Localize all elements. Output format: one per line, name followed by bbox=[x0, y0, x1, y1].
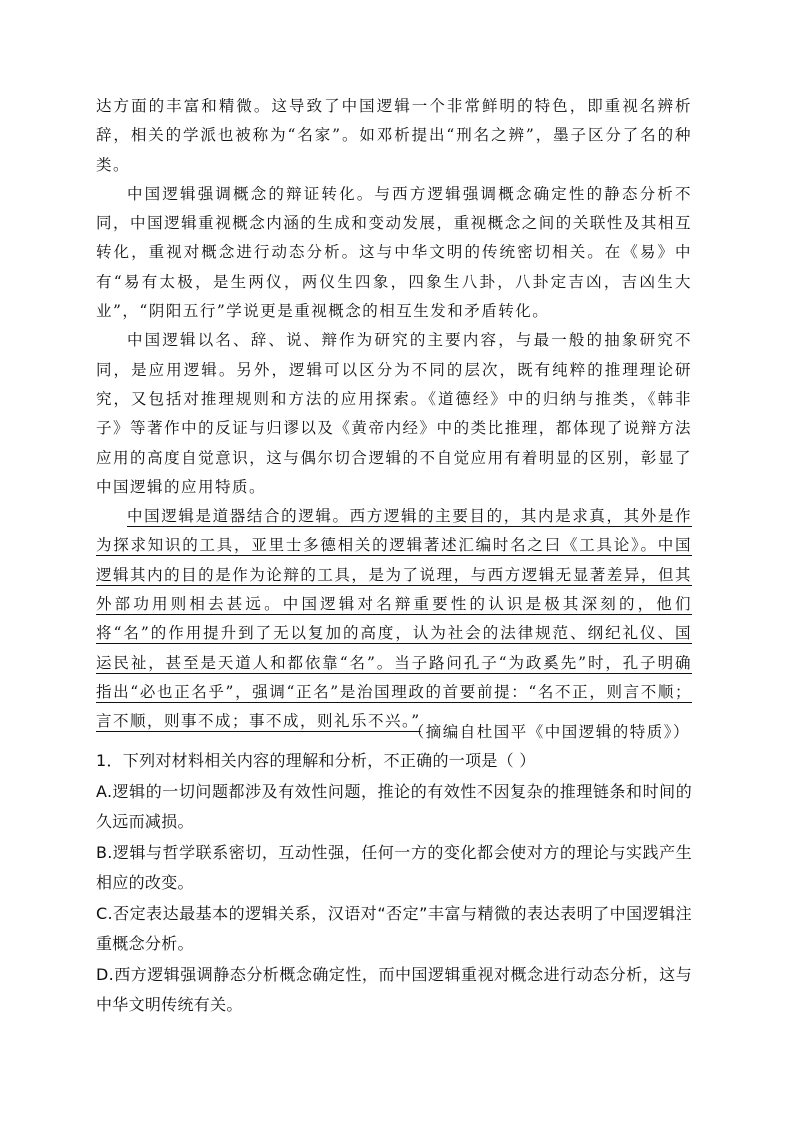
paragraph-text: 达方面的丰富和精微。这导致了中国逻辑一个非常鲜明的特色，即重视名辨析辞，相关的学派也被称为“名家”。如邓析提出“刑名之辨”，墨子区分了名的种类。 bbox=[96, 97, 692, 174]
option-b: B.逻辑与哲学联系密切，互动性强，任何一方的变化都会使对方的理论与实践产生相应的改变。 bbox=[96, 842, 692, 892]
passage-paragraph-2 bbox=[96, 180, 692, 326]
paragraph-text: 中国逻辑强调概念的辩证转化。与西方逻辑强调概念确定性的静态分析不同，中国逻辑重视概念内涵的生成和变动发展，重视概念之间的关联性及其相互转化，重视对概念进行动态分析。这与中华文明的传统密切相关。在《易》中有“易有太极，是生两仪，两仪生四象，四象生八卦，八卦定吉凶，吉凶生大业”，“阴阳五行”学说更是重视概念的相互生发和矛盾转化。 bbox=[96, 184, 692, 321]
question-stem: 1．下列对材料相关内容的理解和分析，不正确的一项是（ ） bbox=[96, 751, 536, 770]
source-citation: （摘编自杜国平《中国逻辑的特质》） bbox=[408, 723, 690, 741]
passage-paragraph-1 bbox=[96, 92, 692, 180]
paragraph-text: 中国逻辑以名、辞、说、辩作为研究的主要内容，与最一般的抽象研究不同，是应用逻辑。另外，逻辑可以区分为不同的层次，既有纯粹的推理理论研究，又包括对推理规则和方法的应用探索。《道德经》中的归纳与推类，《韩非子》等著作中的反证与归谬以及《黄帝内经》中的类比推理，都体现了说辩方法应用的高度自觉意识，这与偶尔切合逻辑的不自觉应用有着明显的区别，彰显了中国逻辑的应用特质。 bbox=[96, 331, 692, 496]
option-d: D.西方逻辑强调静态分析概念确定性，而中国逻辑重视对概念进行动态分析，这与中华文明传统有关。 bbox=[96, 964, 692, 1014]
option-c: C.否定表达最基本的逻辑关系，汉语对“否定”丰富与精微的表达表明了中国逻辑注重概念分析。 bbox=[96, 903, 692, 953]
question-block bbox=[96, 746, 692, 1021]
passage-paragraph-4 bbox=[96, 502, 692, 736]
option-a: A.逻辑的一切问题都涉及有效性问题，推论的有效性不因复杂的推理链条和时间的久远而减损。 bbox=[96, 781, 692, 831]
underlined-paragraph-text: 中国逻辑是道器结合的逻辑。西方逻辑的主要目的，其内是求真，其外是作为探求知识的工具，亚里士多德相关的逻辑著述汇编时名之曰《工具论》。中国逻辑其内的目的是作为论辩的工具，是为了说理，与西方逻辑无显著差异，但其外部功用则相去甚远。中国逻辑对名辩重要性的认识是极其深刻的，他们将“名”的作用提升到了无以复加的高度，认为社会的法律规范、纲纪礼仪、国运民祉，甚至是天道人和都依靠“名”。当子路问孔子“为政奚先”时，孔子明确指出“必也正名乎”，强调“正名”是治国理政的首要前提：“名不正，则言不顺；言不顺，则事不成；事不成，则礼乐不兴。” bbox=[96, 507, 692, 731]
passage-paragraph-3 bbox=[96, 326, 692, 502]
reading-passage bbox=[96, 92, 692, 737]
